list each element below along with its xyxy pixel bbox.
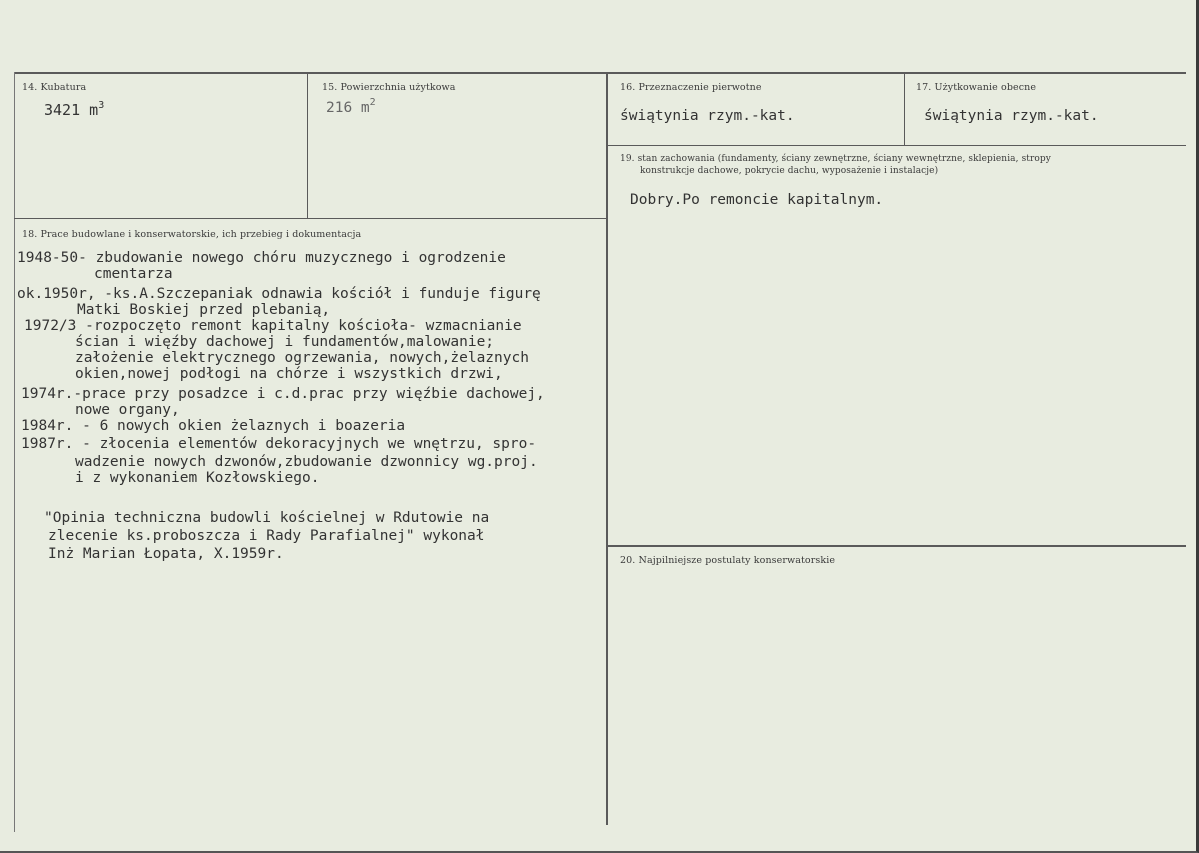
prace-line-6: ścian i więźby dachowej i fundamentów,malowanie; — [75, 334, 495, 350]
rule-under-19 — [607, 545, 1186, 547]
powierzchnia-number: 216 m — [326, 100, 370, 116]
prace-line-7: założenie elektrycznego ogrzewania, nowych,żelaznych — [75, 350, 529, 366]
prace-label: 18. Prace budowlane i konserwatorskie, ich przebieg i dokumentacja — [22, 229, 362, 240]
powierzchnia-exponent: 2 — [369, 97, 376, 108]
prace-line-1: 1948-50- zbudowanie nowego chóru muzycznego i ogrodzenie — [17, 250, 506, 266]
stan-label-line2: konstrukcje dachowe, pokrycie dachu, wyposażenie i instalacje) — [640, 166, 939, 176]
kubatura-label: 14. Kubatura — [22, 82, 87, 93]
prace-line-5: 1972/3 -rozpoczęto remont kapitalny kościoła- wzmacnianie — [24, 318, 522, 334]
prace-line-4: Matki Boskiej przed plebanią, — [77, 302, 331, 318]
prace-line-9: 1974r.-prace przy posadzce i c.d.prac przy więźbie dachowej, — [21, 386, 545, 402]
divider-14-15 — [307, 73, 308, 218]
prace-line-3: ok.1950r, -ks.A.Szczepaniak odnawia kościół i funduje figurę — [17, 286, 541, 302]
przeznaczenie-value: świątynia rzym.-kat. — [620, 108, 795, 124]
przeznaczenie-label: 16. Przeznaczenie pierwotne — [620, 82, 762, 93]
opinia-line-1: "Opinia techniczna budowli kościelnej w Rdutowie na — [44, 510, 490, 526]
left-rule — [14, 72, 15, 832]
prace-line-8: okien,nowej podłogi na chórze i wszystkich drzwi, — [75, 366, 503, 382]
prace-line-12: 1987r. - złocenia elementów dekoracyjnych we wnętrzu, spro- — [21, 436, 537, 452]
stan-value: Dobry.Po remoncie kapitalnym. — [630, 192, 884, 208]
prace-line-13: wadzenie nowych dzwonów,zbudowanie dzwonnicy wg.proj. — [75, 454, 538, 470]
prace-line-2: cmentarza — [94, 266, 173, 282]
rule-under-14-15 — [14, 218, 607, 219]
powierzchnia-value — [326, 97, 376, 119]
prace-line-10: nowe organy, — [75, 402, 180, 418]
powierzchnia-label: 15. Powierzchnia użytkowa — [322, 82, 456, 93]
kubatura-number: 3421 m — [44, 101, 99, 119]
kubatura-exponent: 3 — [98, 100, 105, 111]
postulaty-label: 20. Najpilniejsze postulaty konserwatorskie — [620, 555, 836, 566]
rule-under-16-17 — [607, 145, 1186, 146]
uzytkowanie-label: 17. Użytkowanie obecne — [916, 82, 1037, 93]
prace-line-11: 1984r. - 6 nowych okien żelaznych i boazeria — [21, 418, 406, 434]
top-rule — [14, 72, 1186, 74]
uzytkowanie-value: świątynia rzym.-kat. — [924, 108, 1099, 124]
divider-16-17 — [904, 73, 905, 145]
prace-line-14: i z wykonaniem Kozłowskiego. — [75, 470, 320, 486]
opinia-line-3: Inż Marian Łopata, X.1959r. — [48, 546, 284, 562]
stan-label-line1: 19. stan zachowania (fundamenty, ściany zewnętrzne, ściany wewnętrzne, sklepienia, stropy — [620, 154, 1051, 164]
divider-main — [606, 73, 608, 825]
kubatura-value — [44, 102, 104, 122]
opinia-line-2: zlecenie ks.proboszcza i Rady Parafialnej" wykonał — [48, 528, 485, 544]
